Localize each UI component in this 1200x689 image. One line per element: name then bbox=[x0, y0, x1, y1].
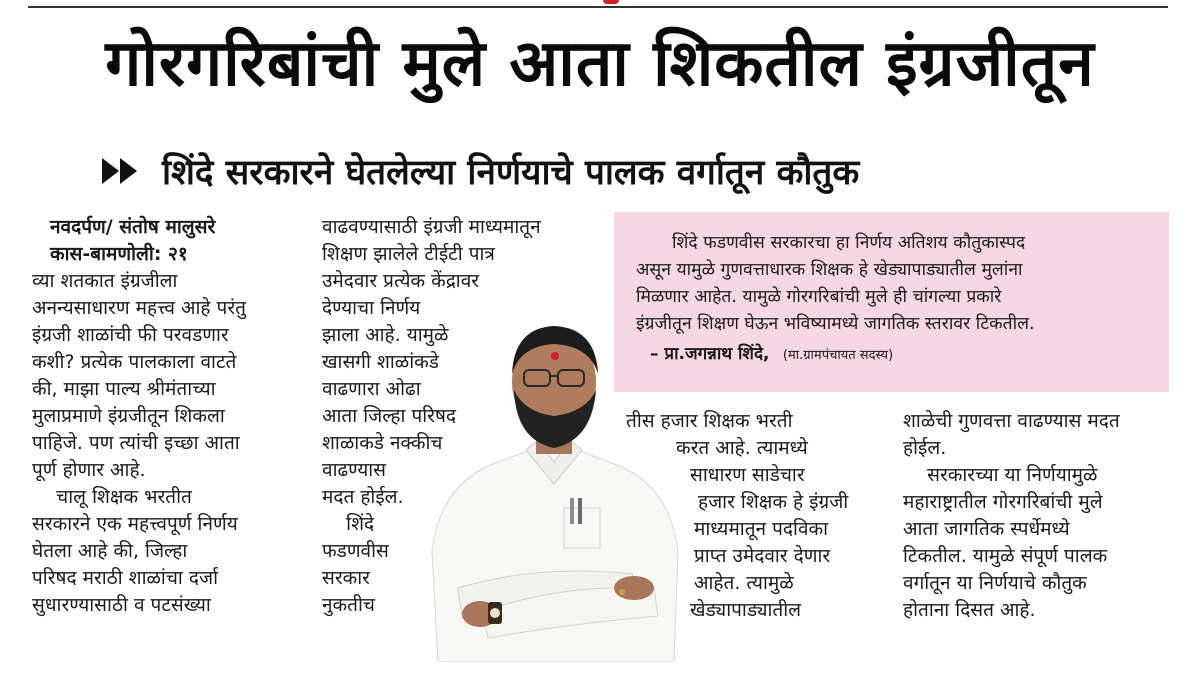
article-line: शिंदे bbox=[322, 513, 375, 535]
top-red-mark bbox=[603, 0, 619, 4]
article-line: सरकारने एक महत्त्वपूर्ण निर्णय bbox=[32, 513, 238, 535]
article-line: चालू शिक्षक भरतीत bbox=[32, 486, 192, 508]
article-line: अनन्यसाधारण महत्त्व आहे परंतु bbox=[32, 297, 246, 319]
article-line: खेड्यापाड्यातील bbox=[690, 599, 802, 621]
quote-line: इंग्रजीतून शिक्षण घेऊन भविष्यामध्ये जागतिक स्तरावर टिकतील. bbox=[636, 314, 1035, 334]
byline: नवदर्पण/ संतोष मालुसरे bbox=[50, 216, 216, 238]
article-line: माध्यमातून पदविका bbox=[694, 518, 829, 540]
subheadline: शिंदे सरकारने घेतलेल्या निर्णयाचे पालक वर्गातून कौतुक bbox=[162, 152, 860, 193]
article-line: सुधारण्यासाठी व पटसंख्या bbox=[32, 594, 211, 616]
article-line: आता जागतिक स्पर्धेमध्ये bbox=[903, 518, 1070, 540]
article-line: की, माझा पाल्य श्रीमंताच्या bbox=[32, 378, 216, 400]
article-line: सरकार bbox=[322, 567, 370, 589]
article-line: इंग्रजी शाळांची फी परवडणार bbox=[32, 324, 229, 346]
article-line: महाराष्ट्रातील गोरगरिबांची मुले bbox=[903, 491, 1103, 513]
article-line: फडणवीस bbox=[322, 540, 389, 562]
article-line: शिक्षण झालेले टीईटी पात्र bbox=[322, 243, 495, 265]
double-arrow-right-icon bbox=[100, 155, 140, 187]
article-line: खासगी शाळांकडे bbox=[322, 351, 439, 373]
article-line: वाढणारा ओढा bbox=[322, 378, 421, 400]
article-line: कशी? प्रत्येक पालकाला वाटते bbox=[32, 351, 237, 373]
pull-quote-box bbox=[614, 212, 1169, 392]
article-column-3 bbox=[626, 408, 848, 624]
quote-author: – प्रा.जगन्नाथ शिंदे, bbox=[650, 344, 770, 364]
article-line: व्या शतकात इंग्रजीला bbox=[32, 270, 178, 292]
article-line: करत आहे. त्यामध्ये bbox=[676, 437, 808, 459]
article-line: शाळाकडे नक्कीच bbox=[322, 432, 443, 454]
article-line: परिषद मराठी शाळांचा दर्जा bbox=[32, 567, 218, 589]
quote-line: मिळणार आहेत. यामुळे गोरगरिबांची मुले ही चांगल्या प्रकारे bbox=[636, 287, 1002, 307]
quote-line: असून यामुळे गुणवत्ताधारक शिक्षक हे खेड्यापाड्यातील मुलांना bbox=[636, 260, 1023, 280]
article-line: वाढवण्यासाठी इंग्रजी माध्यमातून bbox=[322, 216, 541, 238]
article-line: पाहिजे. पण त्यांची इच्छा आता bbox=[32, 432, 240, 454]
article-line: घेतला आहे की, जिल्हा bbox=[32, 540, 188, 562]
article-line: मुलाप्रमाणे इंग्रजीतून शिकला bbox=[32, 405, 225, 427]
quote-attribution bbox=[636, 341, 1155, 369]
article-line: साधारण साडेचार bbox=[690, 464, 805, 486]
article-column-4 bbox=[903, 408, 1120, 624]
article-line: आता जिल्हा परिषद bbox=[322, 405, 457, 427]
article-line: वाढण्यास bbox=[322, 459, 386, 481]
article-line: झाला आहे. यामुळे bbox=[322, 324, 449, 346]
quote-line: शिंदे फडणवीस सरकारचा हा निर्णय अतिशय कौतुकास्पद bbox=[672, 233, 1026, 253]
article-line: तीस हजार शिक्षक भरती bbox=[626, 410, 793, 432]
article-line: हजार शिक्षक हे इंग्रजी bbox=[698, 491, 849, 513]
article-line: आहेत. त्यामुळे bbox=[694, 572, 794, 594]
subheadline-row bbox=[100, 145, 1140, 197]
dateline: कास-बामणोली: २१ bbox=[50, 243, 188, 265]
article-line: होताना दिसत आहे. bbox=[903, 599, 1036, 621]
article-line: पूर्ण होणार आहे. bbox=[32, 459, 146, 481]
article-line: मदत होईल. bbox=[322, 486, 404, 508]
article-line: होईल. bbox=[903, 437, 947, 459]
article-line: शाळेची गुणवत्ता वाढण्यास मदत bbox=[903, 410, 1120, 432]
top-rule bbox=[28, 6, 1168, 8]
article-line: टिकतील. यामुळे संपूर्ण पालक bbox=[903, 545, 1108, 567]
article-line: उमेदवार प्रत्येक केंद्रावर bbox=[322, 270, 480, 292]
headline: गोरगरिबांची मुले आता शिकतील इंग्रजीतून bbox=[105, 27, 1095, 101]
article-line: नुकतीच bbox=[322, 594, 375, 616]
article-line: वर्गातून या निर्णयाचे कौतुक bbox=[903, 572, 1087, 594]
article-line: देण्याचा निर्णय bbox=[322, 297, 421, 319]
article-line: प्राप्त उमेदवार देणार bbox=[694, 545, 831, 567]
quote-author-role: (मा.ग्रामपंचायत सदस्य) bbox=[782, 348, 894, 363]
article-line: सरकारच्या या निर्णयामुळे bbox=[903, 464, 1098, 486]
article-column-1 bbox=[32, 214, 246, 619]
